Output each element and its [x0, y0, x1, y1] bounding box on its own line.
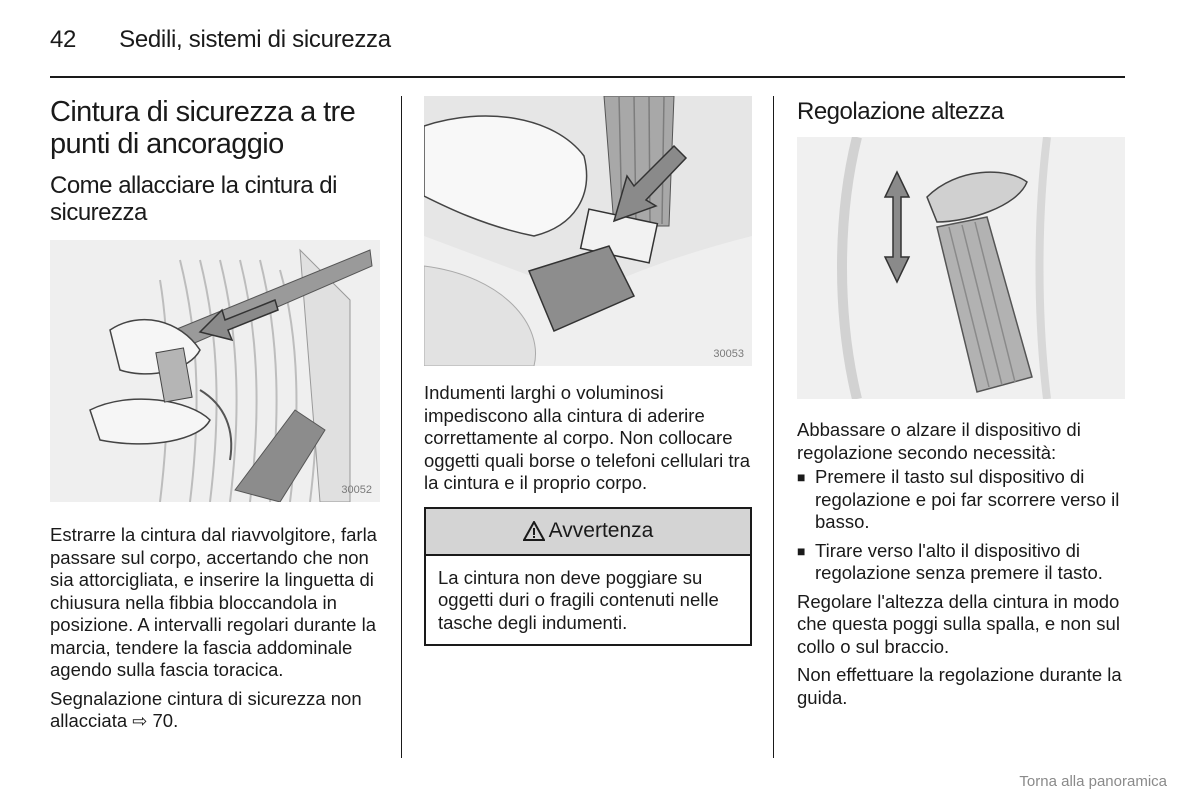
instruction-paragraph: Estrarre la cintura dal riavvolgitore, farla passare sul corpo, accertando che non sia attorcigliata, e inserire la linguetta di chiusura nella fibbia bloccandola in posizione. A intervalli regolari durante la marcia, tendere la fascia addominale agendo sulla fascia toracica.	[50, 524, 377, 680]
page-reference-link[interactable]: 70.	[152, 710, 179, 731]
warning-light-paragraph	[50, 688, 382, 733]
list-item-text: Premere il tasto sul dispositivo di regolazione e poi far scorrere verso il basso.	[815, 466, 1120, 532]
column-divider-2	[773, 96, 774, 758]
driving-warning-paragraph: Non effettuare la regolazione durante la guida.	[797, 664, 1122, 708]
column-divider-1	[401, 96, 402, 758]
warning-text: La cintura non deve poggiare su oggetti duri o fragili contenuti nelle tasche degli indumenti.	[438, 566, 719, 633]
list-item	[797, 466, 1127, 534]
bullet-icon: ■	[797, 469, 806, 485]
back-to-overview-link[interactable]: Torna alla panoramica	[1019, 773, 1167, 790]
buckle-insert-illustration	[424, 96, 752, 366]
subsection-heading: Come allacciare la cintura di sicurezza	[50, 172, 337, 226]
warning-header	[426, 509, 750, 556]
list-item	[797, 540, 1127, 585]
buckle-pull-illustration	[50, 240, 380, 502]
column-2	[424, 96, 752, 646]
column-1	[50, 96, 382, 733]
warning-light-text: Segnalazione cintura di sicurezza non allacciata	[50, 687, 362, 731]
height-paragraph: Regolare l'altezza della cintura in modo che questa poggi sulla spalla, e non sul collo o sul braccio.	[797, 590, 1120, 657]
page-reference-icon: ⇨	[132, 711, 148, 731]
height-adjuster-illustration	[797, 137, 1125, 399]
section-heading: Cintura di sicurezza a tre punti di ancoraggio	[50, 96, 356, 160]
header-divider	[50, 76, 1125, 78]
figure-number: 30053	[713, 348, 744, 360]
warning-box	[424, 507, 752, 647]
warning-title: Avvertenza	[548, 519, 654, 542]
height-adjust-heading: Regolazione altezza	[797, 98, 1004, 125]
bullet-icon: ■	[797, 542, 806, 559]
clothing-paragraph: Indumenti larghi o voluminosi impediscono alla cintura di aderire correttamente al corpo. Non collocare oggetti quali borse o telefoni cellulari tra la cintura e il proprio corpo.	[424, 382, 750, 493]
adjust-intro: Abbassare o alzare il dispositivo di regolazione secondo necessità:	[797, 419, 1081, 463]
figure-number: 30052	[341, 484, 372, 496]
warning-triangle-icon	[523, 521, 545, 541]
section-title: Sedili, sistemi di sicurezza	[119, 26, 391, 53]
page-header	[50, 26, 391, 54]
column-3	[797, 96, 1127, 709]
page-number: 42	[50, 26, 77, 53]
list-item-text: Tirare verso l'alto il dispositivo di regolazione senza premere il tasto.	[815, 539, 1103, 583]
